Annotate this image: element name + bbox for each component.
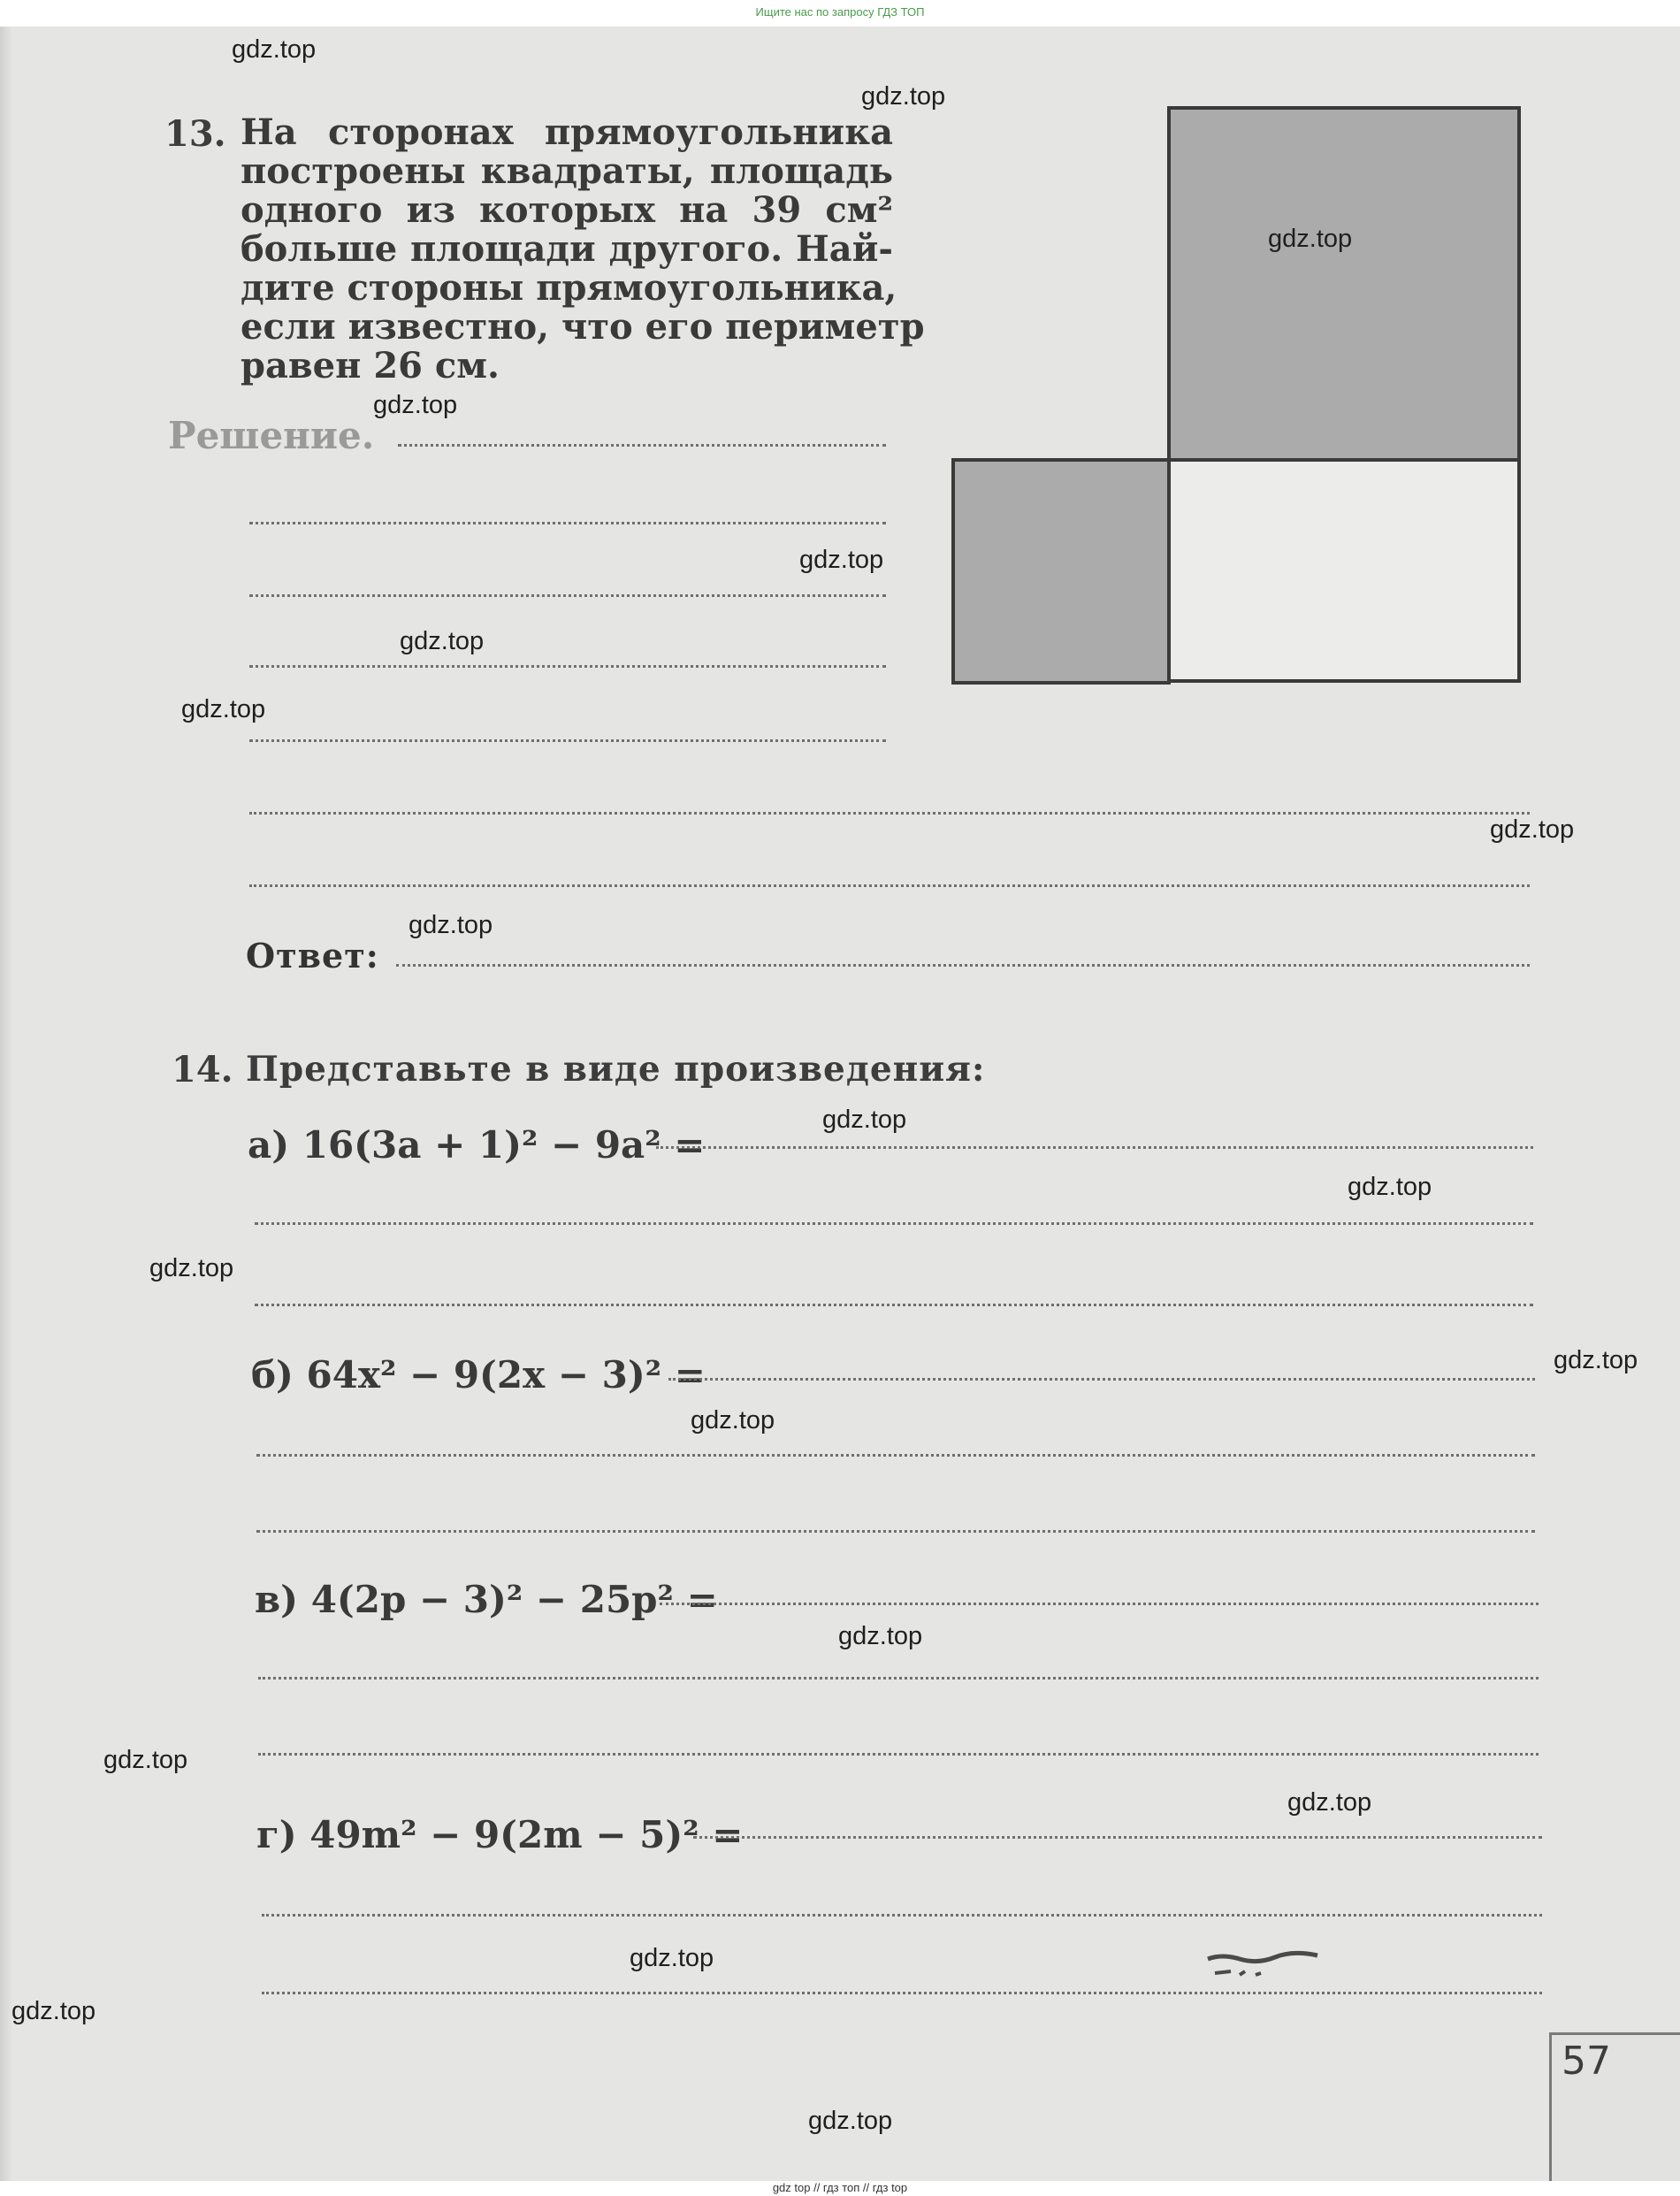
task-13-line: дите стороны прямоугольника, <box>241 267 897 309</box>
item-b-label: б) <box>251 1353 294 1396</box>
rectangle <box>1169 460 1519 681</box>
item-a-expression: 16(3a + 1)² − 9a² = <box>302 1123 706 1167</box>
task-13-line: если известно, что его периметр <box>241 306 925 348</box>
watermark: gdz.top <box>630 1944 714 1972</box>
top-banner-text: Ищите нас по запросу ГДЗ ТОП <box>755 5 925 19</box>
pencil-smudge <box>1204 1950 1337 1986</box>
answer-label: Ответ: <box>246 936 379 976</box>
item-a-answer-line[interactable] <box>255 1304 1533 1306</box>
solution-line[interactable] <box>249 522 886 524</box>
watermark: gdz.top <box>861 82 946 111</box>
item-b-answer-line[interactable] <box>256 1530 1535 1533</box>
watermark: gdz.top <box>103 1746 188 1774</box>
item-b <box>251 1353 706 1396</box>
solution-label: Решение. <box>168 414 375 457</box>
solution-line[interactable] <box>249 812 1530 815</box>
watermark: gdz.top <box>799 546 884 574</box>
item-c-expression: 4(2p − 3)² − 25p² = <box>310 1578 718 1621</box>
item-d <box>256 1813 743 1856</box>
watermark: gdz.top <box>373 391 458 419</box>
task-13-line: построены квадраты, площадь <box>241 150 893 192</box>
watermark: gdz.top <box>808 2107 893 2135</box>
watermark: gdz.top <box>838 1622 923 1650</box>
item-a-label: а) <box>248 1123 290 1167</box>
item-a-answer-line[interactable] <box>656 1146 1533 1149</box>
item-b-expression: 64x² − 9(2x − 3)² = <box>306 1353 706 1396</box>
solution-line[interactable] <box>249 665 886 668</box>
page-number: 57 <box>1562 2039 1611 2084</box>
watermark: gdz.top <box>1490 815 1575 844</box>
solution-line[interactable] <box>249 739 886 742</box>
solution-line[interactable] <box>249 884 1530 887</box>
item-d-label: г) <box>256 1813 297 1856</box>
item-b-answer-line[interactable] <box>668 1378 1535 1381</box>
task-13-number: 13. <box>164 113 226 155</box>
task-14-number: 14. <box>172 1049 233 1090</box>
watermark: gdz.top <box>1554 1346 1638 1374</box>
task-13-line: На сторонах прямоугольника <box>241 111 893 153</box>
item-a <box>248 1123 705 1167</box>
large-square <box>1169 108 1519 460</box>
item-b-answer-line[interactable] <box>256 1454 1535 1457</box>
watermark: gdz.top <box>400 627 485 655</box>
watermark: gdz.top <box>181 695 266 723</box>
watermark: gdz.top <box>1268 225 1353 253</box>
watermark: gdz.top <box>691 1406 775 1435</box>
item-c-answer-line[interactable] <box>258 1677 1539 1680</box>
watermark: gdz.top <box>1287 1788 1372 1817</box>
item-d-answer-line[interactable] <box>262 1914 1542 1917</box>
item-d-answer-line[interactable] <box>693 1836 1542 1839</box>
watermark: gdz.top <box>232 35 317 64</box>
item-d-expression: 49m² − 9(2m − 5)² = <box>309 1813 744 1856</box>
bottom-banner-text: gdz top // гдз топ // гдз top <box>772 2181 908 2194</box>
item-c-label: в) <box>255 1578 299 1621</box>
page-edge-shadow <box>0 27 12 2181</box>
item-a-answer-line[interactable] <box>255 1222 1533 1225</box>
watermark: gdz.top <box>11 1997 96 2025</box>
solution-line[interactable] <box>249 594 886 597</box>
rectangle-with-squares-figure <box>948 103 1531 690</box>
item-c <box>255 1578 718 1621</box>
item-d-answer-line[interactable] <box>262 1992 1542 1994</box>
task-13-line: одного из которых на 39 см² <box>241 189 893 231</box>
task-13-line: больше площади другого. Най- <box>241 228 893 270</box>
item-c-answer-line[interactable] <box>660 1603 1539 1605</box>
task-13-line: равен 26 см. <box>241 345 500 386</box>
watermark: gdz.top <box>149 1254 234 1282</box>
watermark: gdz.top <box>822 1106 907 1134</box>
answer-line[interactable] <box>396 964 1530 967</box>
bottom-banner <box>0 2181 1680 2196</box>
watermark: gdz.top <box>1348 1173 1432 1201</box>
item-c-answer-line[interactable] <box>258 1753 1539 1756</box>
watermark: gdz.top <box>409 911 493 939</box>
small-square <box>953 460 1169 683</box>
top-banner <box>0 0 1680 27</box>
task-14-prompt: Представьте в виде произведения: <box>246 1049 986 1090</box>
solution-line[interactable] <box>398 444 886 447</box>
